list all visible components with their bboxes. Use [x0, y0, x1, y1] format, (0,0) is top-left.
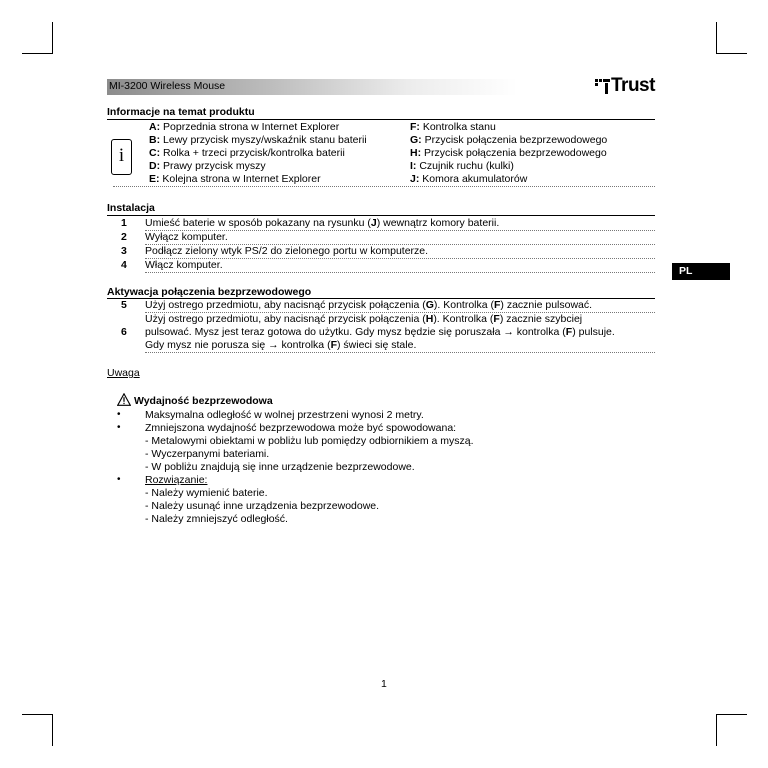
note-text: Maksymalna odległość w wolnej przestrzeni wynosi 2 metry.: [145, 409, 424, 421]
note-text: - Wyczerpanymi bateriami.: [145, 448, 270, 460]
brand-name: Trust: [611, 75, 655, 96]
crop-mark-bottom-right-h: [716, 714, 747, 715]
note-text: - W pobliżu znajdują się inne urządzenie bezprzewodowe.: [145, 461, 415, 473]
step-text: pulsować. Mysz jest teraz gotowa do użytku. Gdy mysz będzie się poruszała → kontrolka (F) pulsuje.: [145, 326, 615, 338]
dotted-rule: [145, 352, 655, 353]
crop-mark-bottom-left-v: [52, 714, 53, 746]
part-list-item: J: Komora akumulatorów: [410, 173, 528, 185]
note-text: - Metalowymi obiektami w pobliżu lub pomiędzy odbiornikiem a myszą.: [145, 435, 474, 447]
heading-rule: [107, 215, 655, 216]
installation-heading: Instalacja: [107, 202, 155, 214]
step-number: 6: [121, 326, 127, 338]
note-heading: Uwaga: [107, 367, 140, 379]
crop-mark-top-left-h: [22, 53, 53, 54]
language-tab: PL: [672, 263, 730, 280]
document-title: MI-3200 Wireless Mouse: [109, 80, 226, 92]
crop-mark-top-right-v: [716, 22, 717, 54]
part-list-item: F: Kontrolka stanu: [410, 121, 496, 133]
step-text: Podłącz zielony wtyk PS/2 do zielonego portu w komputerze.: [145, 245, 429, 257]
solution-label: Rozwiązanie:: [145, 474, 208, 486]
note-text: - Należy zmniejszyć odległość.: [145, 513, 288, 525]
step-text: Wyłącz komputer.: [145, 231, 228, 243]
step-text: Użyj ostrego przedmiotu, aby nacisnąć przycisk połączenia (H). Kontrolka (F) zacznie szybciej: [145, 313, 583, 325]
dotted-rule: [113, 186, 655, 187]
part-list-item: I: Czujnik ruchu (kulki): [410, 160, 514, 172]
warning-icon: [117, 393, 131, 406]
bullet-dot: •: [117, 422, 121, 433]
crop-mark-top-right-h: [716, 53, 747, 54]
part-list-item: C: Rolka + trzeci przycisk/kontrolka baterii: [149, 147, 345, 159]
note-text: Zmniejszona wydajność bezprzewodowa może być spowodowana:: [145, 422, 457, 434]
warning-title: Wydajność bezprzewodowa: [134, 395, 273, 407]
page-number: 1: [381, 678, 387, 690]
heading-rule: [107, 119, 655, 120]
crop-mark-bottom-right-v: [716, 714, 717, 746]
dotted-rule: [145, 272, 655, 273]
note-text: - Należy wymienić baterie.: [145, 487, 268, 499]
activation-heading: Aktywacja połączenia bezprzewodowego: [107, 286, 312, 298]
part-list-item: G: Przycisk połączenia bezprzewodowego: [410, 134, 608, 146]
part-list-item: A: Poprzednia strona w Internet Explorer: [149, 121, 340, 133]
bullet-dot: •: [117, 474, 121, 485]
step-number: 3: [121, 245, 127, 257]
step-text: Użyj ostrego przedmiotu, aby nacisnąć przycisk połączenia (G). Kontrolka (F) zacznie pulsować.: [145, 299, 593, 311]
crop-mark-top-left-v: [52, 22, 53, 54]
step-number: 4: [121, 259, 127, 271]
step-number: 2: [121, 231, 127, 243]
step-text: Włącz komputer.: [145, 259, 223, 271]
step-number: 5: [121, 299, 127, 311]
step-text: Gdy mysz nie porusza się → kontrolka (F) świeci się stale.: [145, 339, 417, 351]
part-list-item: D: Prawy przycisk myszy: [149, 160, 266, 172]
step-number: 1: [121, 217, 127, 229]
crop-mark-bottom-left-h: [22, 714, 53, 715]
bullet-dot: •: [117, 409, 121, 420]
note-text: - Należy usunąć inne urządzenia bezprzewodowe.: [145, 500, 380, 512]
step-text: Umieść baterie w sposób pokazany na rysunku (J) wewnątrz komory baterii.: [145, 217, 500, 229]
product-info-heading: Informacje na temat produktu: [107, 106, 255, 118]
trust-logo-icon: [594, 78, 611, 95]
info-icon: i: [111, 139, 132, 175]
part-list-item: H: Przycisk połączenia bezprzewodowego: [410, 147, 607, 159]
part-list-item: B: Lewy przycisk myszy/wskaźnik stanu baterii: [149, 134, 367, 146]
part-list-item: E: Kolejna strona w Internet Explorer: [149, 173, 321, 185]
